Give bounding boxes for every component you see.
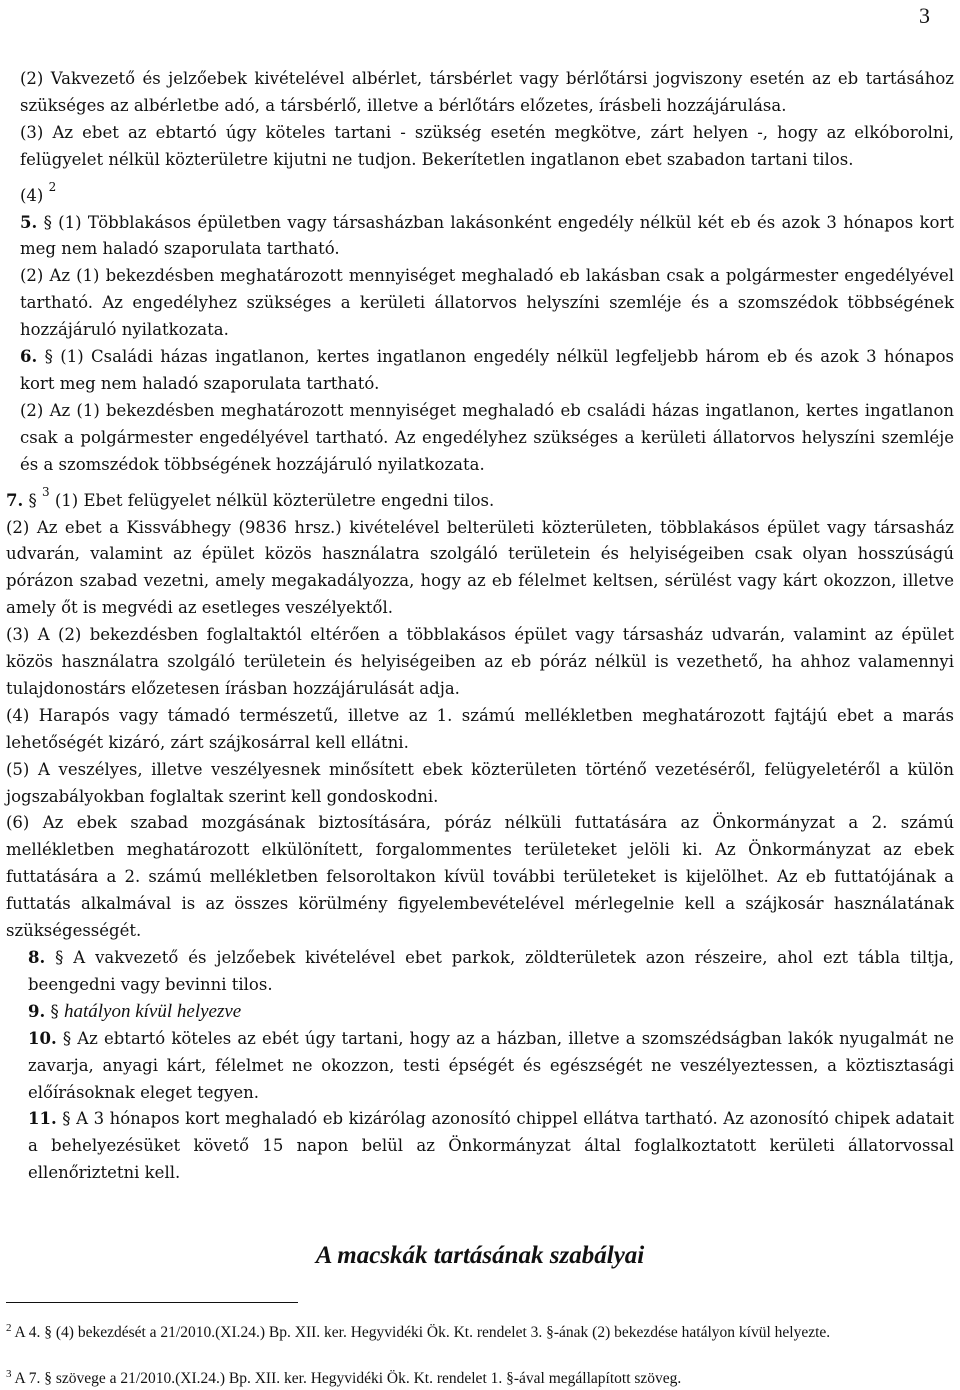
footnote-divider (6, 1302, 298, 1303)
section-5-text: (1) Többlakásos épületben vagy társasházban lakásonként engedély nélkül két eb és azok 3 hónapos kort meg nem haladó szaporulata tartható. (20, 212, 954, 259)
footnote-2-mark: 2 (6, 1322, 12, 1334)
section-11-number: 11. (28, 1109, 57, 1129)
section-5-2: (2) Az (1) bekezdésben meghatározott mennyiséget meghaladó eb lakásban csak a polgármester engedélyével tartható. Az engedélyhez szükséges a kerületi állatorvos helyszíni szemléje és a szomszédok többségének hozzájáruló nyilatkozata. (20, 266, 954, 340)
section-6-2: (2) Az (1) bekezdésben meghatározott mennyiséget meghaladó eb családi házas ingatlanon, kertes ingatlanon csak a polgármester engedélyével tartható. Az engedélyhez szükséges a kerületi állatorvos helyszíni szemléje és a szomszédok többségének hozzájáruló nyilatkozata. (20, 400, 954, 474)
section-7-3: (3) A (2) bekezdésben foglaltaktól eltérően a többlakásos épület vagy társasház udvarán, valamint az épület közös használatra szolgáló területein és helyiségeiben az eb póráz nélkül is vezethető, ha ahhoz valamennyi tulajdonostárs előzetesen írásban hozzájárulását adja. (6, 625, 954, 698)
section-mark: § (44, 347, 53, 367)
section-5-number: 5. (20, 212, 38, 232)
section-9-number: 9. (28, 1001, 46, 1021)
section-11 (6, 1106, 954, 1187)
section-7-4: (4) Harapós vagy támadó természetű, illetve az 1. számú mellékletben meghatározott fajtájú ebet a marás lehetőségét kizáró, zárt szájkosárral kell ellátni. (6, 705, 954, 752)
footnote-ref-2[interactable]: 2 (48, 179, 57, 194)
footnote-3-mark: 3 (6, 1368, 12, 1380)
paragraph-4-3: (3) Az ebet az ebtartó úgy köteles tartani - szükség esetén megkötve, zárt helyen -, hogy az elkóborolni, felügyelet nélkül közterületre kijutni ne tudjon. Bekerítetlen ingatlanon ebet szabadon tartani tilos. (20, 122, 954, 169)
section-9 (6, 999, 954, 1026)
section-10-text: Az ebtartó köteles az ebét úgy tartani, hogy az a házban, illetve a szomszédságban lakók nyugalmát ne zavarja, anyagi kárt, félelmet ne okozzon, testi épségét és egészségét ne veszélyeztessen, a köztisztasági előírásoknak eleget tegyen. (28, 1028, 955, 1102)
paragraph-4-4-label: (4) (20, 185, 44, 205)
section-heading: A macskák tartásának szabályai (315, 1242, 645, 1269)
section-mark: § (55, 948, 64, 967)
section-5-1 (6, 210, 954, 264)
section-mark: § (50, 1001, 59, 1021)
section-mark: § (62, 1028, 72, 1048)
footnote-2 (6, 1317, 954, 1344)
paragraph-4-4 (6, 174, 954, 210)
section-10-number: 10. (28, 1028, 57, 1048)
section-11-text: A 3 hónapos kort meghaladó eb kizárólag azonosító chippel ellátva tartható. Az azonosító chipek adatait a behelyezésüket követő 15 napon belül az Önkormányzat által foglalkoztatott kerületi állatorvossal ellenőriztetni kell. (28, 1109, 954, 1183)
section-6-number: 6. (20, 347, 38, 367)
section-10 (6, 1026, 954, 1107)
section-7-5: (5) A veszélyes, illetve veszélyesnek minősített ebek közterületen történő vezetéséről, felügyeletéről a külön jogszabályokban foglaltak szerint kell gondoskodni. (6, 759, 954, 806)
section-9-text: hatályon kívül helyezve (63, 1000, 242, 1022)
section-7-2: (2) Az ebet a Kissvábhegy (9836 hrsz.) kivételével belterületi közterületen, többlakásos épület vagy társasház udvarán, valamint az épület közös használatra szolgáló területein és helyiségeiben csak olyan hosszúságú pórázon szabad vezetni, amely megakadályozza, hogy az eb félelmet keltsen, sérülést vagy kárt okozzon, illetve amely őt is megvédi az esetleges veszélyektől. (6, 517, 954, 618)
section-7-6: (6) Az ebek szabad mozgásának biztosítására, póráz nélküli futtatására az Önkormányzat a 2. számú mellékletben meghatározott elkülönített, forgalommentes területeket jelöli ki. Az Önkormányzat az ebek futtatására a 2. számú mellékletben felsoroltakon kívül további területeket is kijelölhet. Az eb futtatójának a futtatás alkalmával is az összes körülmény figyelembevételével mérlegelnie kell a szájkosár használatának szükségességét. (6, 813, 954, 941)
section-7-text: (1) Ebet felügyelet nélkül közterületre engedni tilos. (54, 490, 495, 510)
paragraph-4-2: (2) Vakvezető és jelzőebek kivételével albérlet, társbérlet vagy bérlőtársi jogviszony esetén az eb tartásához szükséges az albérletbe adó, a társbérlő, illetve a bérlőtárs előzetes, írásbeli hozzájárulása. (20, 69, 954, 115)
section-mark: § (43, 212, 52, 232)
section-mark: § (28, 490, 37, 510)
section-7-1 (6, 479, 954, 515)
section-7-number: 7. (6, 490, 24, 510)
section-8-number: 8. (28, 948, 46, 967)
footnote-3-text: A 7. § szövege a 21/2010.(XI.24.) Bp. XII. ker. Hegyvidéki Ök. Kt. rendelet 1. §-ával megállapított szöveg. (14, 1370, 682, 1387)
section-6-1 (6, 344, 954, 398)
footnote-ref-3[interactable]: 3 (41, 484, 50, 499)
section-mark: § (62, 1109, 71, 1129)
footnote-2-text: A 4. § (4) bekezdését a 21/2010.(XI.24.) Bp. XII. ker. Hegyvidéki Ök. Kt. rendelet 3. §-ának (2) bekezdése hatályon kívül helyezte. (14, 1324, 831, 1341)
document-body (6, 66, 954, 1187)
page-number: 3 (919, 3, 930, 28)
section-6-text: (1) Családi házas ingatlanon, kertes ingatlanon engedély nélkül legfeljebb három eb és azok 3 hónapos kort meg nem haladó szaporulata tartható. (20, 347, 954, 393)
footnote-3 (6, 1363, 954, 1390)
section-8 (6, 945, 954, 999)
section-8-text: A vakvezető és jelzőebek kivételével ebet parkok, zöldterületek azon részeire, ahol ezt tábla tiltja, beengedni vagy bevinni tilos. (28, 948, 954, 994)
